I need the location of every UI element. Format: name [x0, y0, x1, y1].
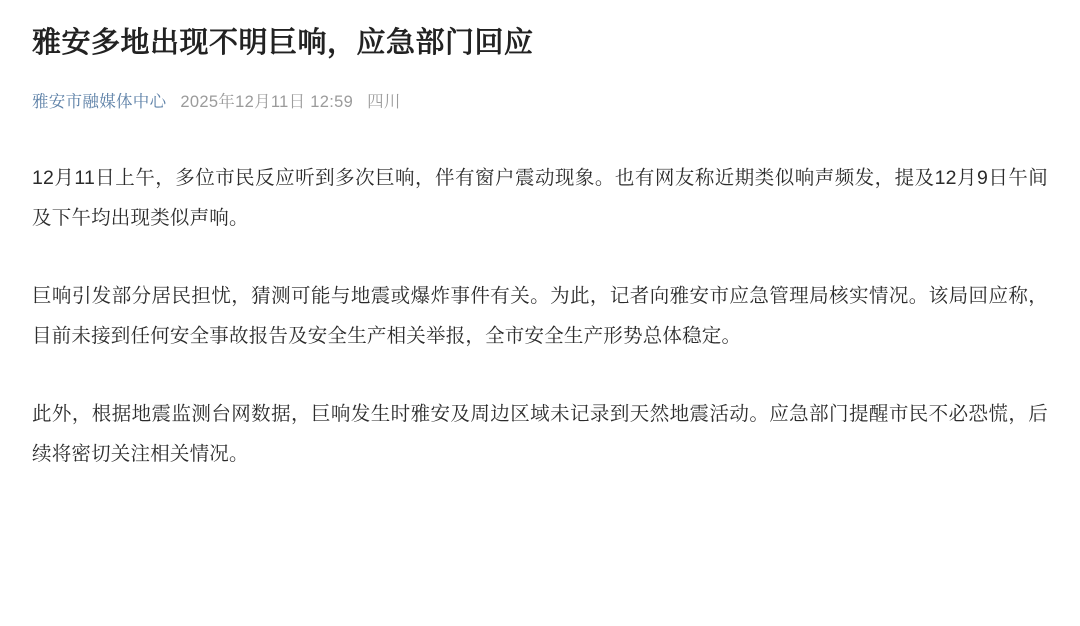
article-paragraph: 此外，根据地震监测台网数据，巨响发生时雅安及周边区域未记录到天然地震活动。应急部门提醒市民不必恐慌，后续将密切关注相关情况。: [32, 403, 1048, 465]
article-source[interactable]: 雅安市融媒体中心: [32, 93, 167, 111]
article-paragraph: 巨响引发部分居民担忧，猜测可能与地震或爆炸事件有关。为此，记者向雅安市应急管理局核实情况。该局回应称，目前未接到任何安全事故报告及安全生产相关举报，全市安全生产形势总体稳定。: [32, 285, 1048, 347]
article-meta: [32, 90, 1048, 114]
article-paragraph: 12月11日上午，多位市民反应听到多次巨响，伴有窗户震动现象。也有网友称近期类似响声频发，提及12月9日午间及下午均出现类似声响。: [32, 167, 1048, 229]
article-region: 四川: [367, 93, 401, 111]
page-title: 雅安多地出现不明巨响，应急部门回应: [32, 27, 534, 59]
article-timestamp: 2025年12月11日 12:59: [180, 93, 354, 111]
article-body: [32, 158, 1048, 474]
